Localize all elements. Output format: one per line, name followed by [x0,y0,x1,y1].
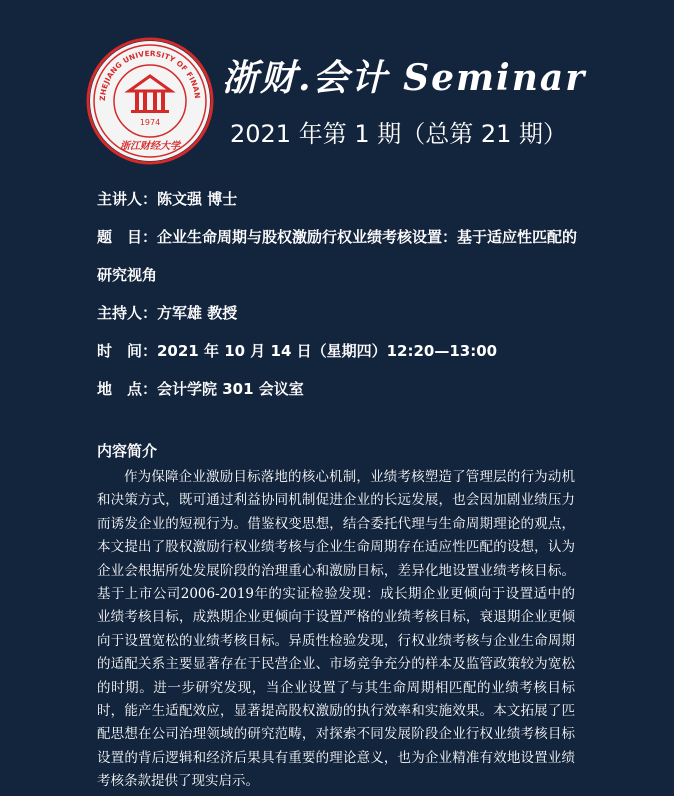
issue-title: 2021 年第 1 期（总第 21 期） [230,120,568,148]
logo-chinese-name: 浙江财经大学 [120,141,180,152]
logo-year: 1974 [139,118,161,127]
logo-ring-text: ZHEJIANG UNIVERSITY OF FINAN [97,48,203,102]
location-line: 地 点：会计学院 301 会议室 [97,380,304,398]
university-logo [85,36,215,166]
topic-line: 题 目：企业生命周期与股权激励行权业绩考核设置：基于适应性匹配的研究视角 [97,228,578,284]
intro-heading: 内容简介 [97,442,158,460]
speaker-line: 主讲人：陈文强 博士 [97,190,238,208]
host-line: 主持人：方军雄 教授 [97,304,238,322]
seminar-title: 浙财.会计 Seminar [222,57,587,99]
seminar-info [97,180,587,408]
university-seal-icon [85,36,215,166]
intro-body: 作为保障企业激励目标落地的核心机制，业绩考核塑造了管理层的行为动机和决策方式，既可通过利益协同机制促进企业的长远发展，也会因加剧业绩压力而诱发企业的短视行为。借鉴权变思想，结合委托代理与生命周期理论的观点，本文提出了股权激励行权业绩考核与企业生命周期存在适应性匹配的设想，认为企业会根据所处发展阶段的治理重心和激励目标，差异化地设置业绩考核目标。基于上市公司2006-2019年的实证检验发现：成长期企业更倾向于设置适中的业绩考核目标，成熟期企业更倾向于设置严格的业绩考核目标，衰退期企业更倾向于设置宽松的业绩考核目标。异质性检验发现，行权业绩考核与企业生命周期的适配关系主要显著存在于民营企业、市场竞争充分的样本及监管政策较为宽松的时期。进一步研究发现，当企业设置了与其生命周期相匹配的业绩考核目标时，能产生适配效应，显著提高股权激励的执行效率和实施效果。本文拓展了匹配思想在公司治理领域的研究范畴，对探索不同发展阶段企业行权业绩考核目标设置的背后逻辑和经济后果具有重要的理论意义，也为企业精准有效地设置业绩考核条款提供了现实启示。 [97,469,575,790]
time-line: 时 间：2021 年 10 月 14 日（星期四）12:20—13:00 [97,342,498,360]
